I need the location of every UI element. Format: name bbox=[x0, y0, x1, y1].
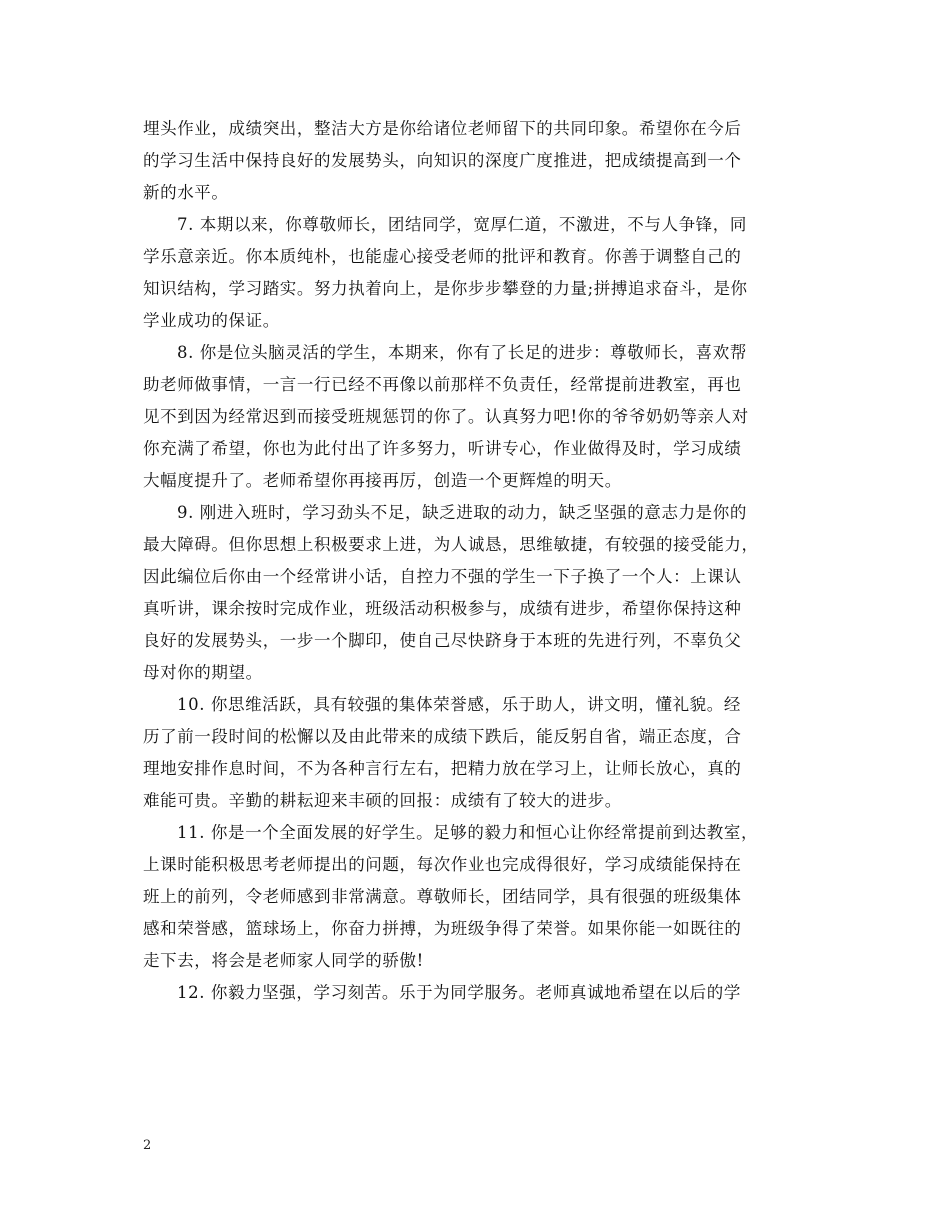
text-line: 埋头作业，成绩突出，整洁大方是你给诸位老师留下的共同印象。希望你在今后 bbox=[143, 119, 742, 138]
text-line: 真听讲，课余按时完成作业，班级活动积极参与，成绩有进步，希望你保持这种 bbox=[143, 599, 742, 618]
text-line: 7. 本期以来，你尊敬师长，团结同学，宽厚仁道，不激进，不与人争锋，同 bbox=[177, 215, 747, 234]
text-line: 学乐意亲近。你本质纯朴，也能虚心接受老师的批评和教育。你善于调整自己的 bbox=[143, 247, 742, 266]
text-line: 走下去，将会是老师家人同学的骄傲! bbox=[143, 951, 424, 970]
text-line: 学业成功的保证。 bbox=[143, 311, 280, 330]
text-line: 10. 你思维活跃，具有较强的集体荣誉感，乐于助人，讲文明，懂礼貌。经 bbox=[177, 695, 741, 714]
text-line: 最大障碍。但你思想上积极要求上进，为人诚恳，思维敏捷，有较强的接受能力， bbox=[143, 535, 759, 554]
text-line: 9. 刚进入班时，学习劲头不足，缺乏进取的动力，缺乏坚强的意志力是你的 bbox=[177, 503, 747, 522]
text-line: 你充满了希望，你也为此付出了许多努力，听讲专心，作业做得及时，学习成绩 bbox=[143, 439, 742, 458]
text-line: 感和荣誉感，篮球场上，你奋力拼搏，为班级争得了荣誉。如果你能一如既往的 bbox=[143, 919, 742, 938]
text-line: 的学习生活中保持良好的发展势头，向知识的深度广度推进，把成绩提高到一个 bbox=[143, 151, 742, 170]
text-line: 历了前一段时间的松懈以及由此带来的成绩下跌后，能反躬自省，端正态度，合 bbox=[143, 727, 742, 746]
text-line: 理地安排作息时间，不为各种言行左右，把精力放在学习上，让师长放心，真的 bbox=[143, 759, 742, 778]
page-number: 2 bbox=[143, 1138, 152, 1153]
text-line: 8. 你是位头脑灵活的学生，本期来，你有了长足的进步：尊敬师长，喜欢帮 bbox=[177, 343, 747, 362]
text-line: 助老师做事情，一言一行已经不再像以前那样不负责任，经常提前进教室，再也 bbox=[143, 375, 742, 394]
text-line: 大幅度提升了。老师希望你再接再厉，创造一个更辉煌的明天。 bbox=[143, 471, 622, 490]
text-line: 难能可贵。辛勤的耕耘迎来丰硕的回报：成绩有了较大的进步。 bbox=[143, 791, 622, 810]
text-line: 母对你的期望。 bbox=[143, 663, 263, 682]
text-line: 班上的前列，令老师感到非常满意。尊敬师长，团结同学，具有很强的班级集体 bbox=[143, 887, 742, 906]
text-line: 11. 你是一个全面发展的好学生。足够的毅力和恒心让你经常提前到达教室， bbox=[177, 823, 759, 842]
text-line: 上课时能积极思考老师提出的问题，每次作业也完成得很好，学习成绩能保持在 bbox=[143, 855, 742, 874]
text-line: 良好的发展势头，一步一个脚印，使自己尽快跻身于本班的先进行列，不辜负父 bbox=[143, 631, 742, 650]
text-line: 12. 你毅力坚强，学习刻苦。乐于为同学服务。老师真诚地希望在以后的学 bbox=[177, 983, 741, 1002]
document-body bbox=[143, 113, 823, 1009]
text-line: 知识结构，学习踏实。努力执着向上，是你步步攀登的力量;拼搏追求奋斗，是你 bbox=[143, 279, 748, 298]
text-line: 新的水平。 bbox=[143, 183, 229, 202]
text-line: 见不到因为经常迟到而接受班规惩罚的你了。认真努力吧!你的爷爷奶奶等亲人对 bbox=[143, 407, 749, 426]
text-line: 因此编位后你由一个经常讲小话，自控力不强的学生一下子换了一个人：上课认 bbox=[143, 567, 742, 586]
